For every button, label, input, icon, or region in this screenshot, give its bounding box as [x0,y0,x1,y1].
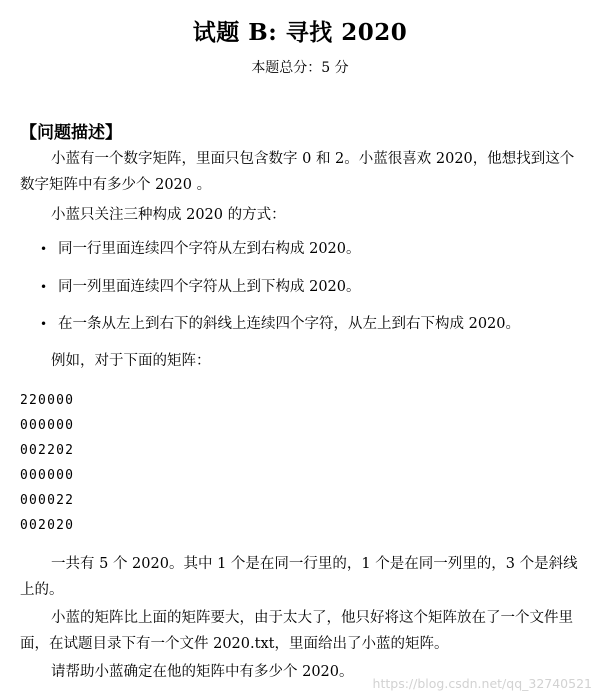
focus-paragraph: 小蓝只关注三种构成 2020 的方式： [51,207,286,223]
matrix-row: 000022 [20,493,75,508]
matrix-row: 220000 [20,393,75,408]
total-score: 本题总分：5 分 [251,60,349,76]
bigger-matrix-paragraph: 小蓝的矩阵比上面的矩阵要大，由于太大了，他只好将这个矩阵放在了一个文件里面，在试题目录下有一个文件 2020.txt，里面给出了小蓝的矩阵。 [20,610,573,652]
request-paragraph: 请帮助小蓝确定在他的矩阵中有多少个 2020。 [51,664,354,680]
bullet-icon: • [40,317,48,331]
bullet-text: 同一行里面连续四个字符从左到右构成 2020。 [58,241,361,257]
list-item [40,238,361,260]
bullet-icon: • [40,280,48,294]
matrix-row: 000000 [20,418,75,433]
count-paragraph: 一共有 5 个 2020。其中 1 个是在同一行里的，1 个是在同一列里的，3 个是斜线上的。 [20,556,578,598]
list-item [40,276,361,298]
bullet-text: 在一条从左上到右下的斜线上连续四个字符，从左上到右下构成 2020。 [58,316,521,332]
list-item [40,313,520,335]
matrix-row: 002202 [20,443,75,458]
bullet-icon: • [40,242,48,256]
matrix-row: 000000 [20,468,75,483]
example-paragraph: 例如，对于下面的矩阵： [51,353,211,369]
bullet-text: 同一列里面连续四个字符从上到下构成 2020。 [58,279,361,295]
section-heading: 【问题描述】 [20,123,122,143]
matrix-row: 002020 [20,518,75,533]
watermark: https://blog.csdn.net/qq_32740521 [372,676,592,691]
intro-paragraph: 小蓝有一个数字矩阵，里面只包含数字 0 和 2。小蓝很喜欢 2020，他想找到这个数字矩阵中有多少个 2020 。 [20,151,575,193]
problem-title: 试题 B: 寻找 2020 [192,19,408,46]
